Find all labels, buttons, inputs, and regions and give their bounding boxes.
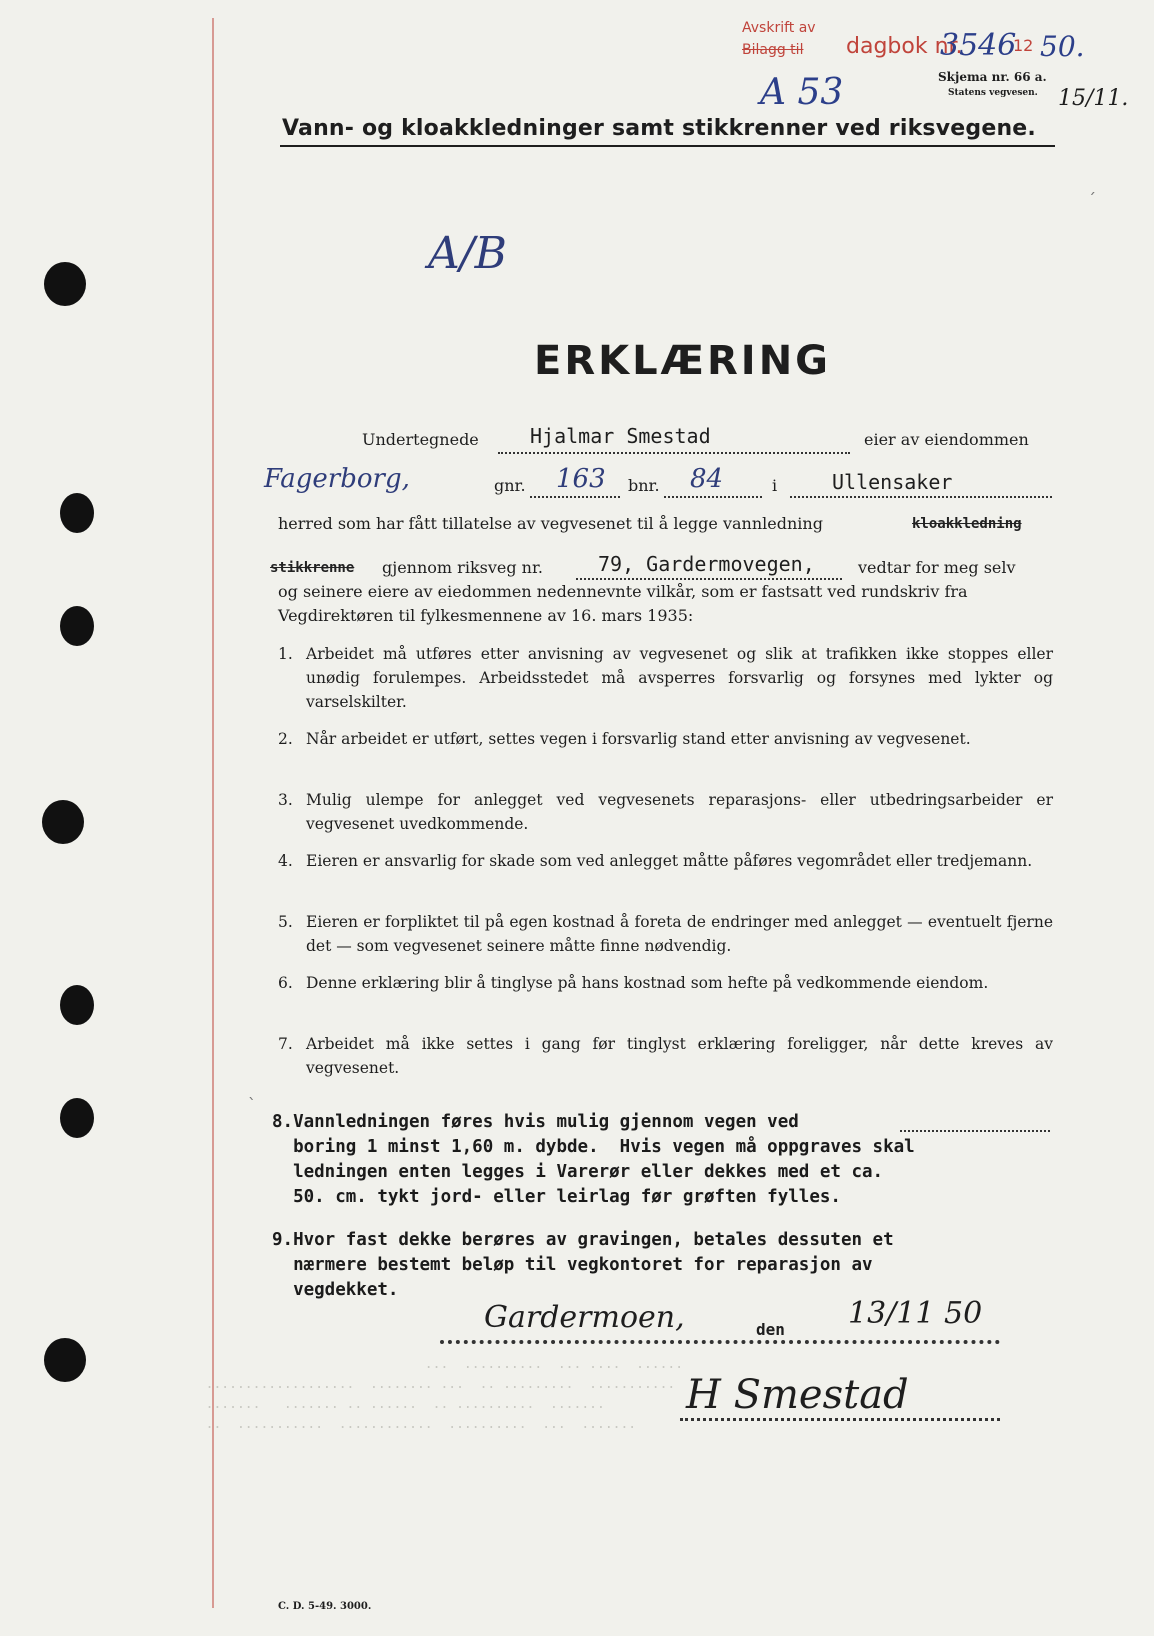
punch-hole xyxy=(60,493,94,533)
municipality-value: Ullensaker xyxy=(832,470,953,494)
typed-condition-line: vegdekket. xyxy=(272,1280,399,1300)
agree-text: vedtar for meg selv xyxy=(858,558,1016,577)
typed-condition-line: 50. cm. tykt jord- eller leirlag før grøften fylles. xyxy=(272,1187,841,1207)
typed-condition-line: 8.Vannledningen føres hvis mulig gjennom vegen ved xyxy=(272,1112,799,1132)
bnr-label: bnr. xyxy=(628,476,660,495)
place-handwritten: Gardermoen, xyxy=(484,1300,685,1335)
stamp-bilag: Bilagg til xyxy=(742,42,804,58)
pen-mark: ˊ xyxy=(1088,190,1096,209)
date-handwritten: 13/11 50 xyxy=(848,1296,983,1331)
condition-number: 1. xyxy=(278,645,293,663)
punch-hole xyxy=(60,985,94,1025)
condition-item xyxy=(278,910,1053,958)
dotted-line xyxy=(664,496,762,498)
gnr-label: gnr. xyxy=(494,476,526,495)
form-heading: Vann- og kloakkledninger samt stikkrenner ved riksvegene. xyxy=(282,116,1036,141)
dotted-line xyxy=(530,496,620,498)
punch-hole xyxy=(60,1098,94,1138)
den-label: den xyxy=(756,1320,785,1339)
bnr-value: 84 xyxy=(690,464,724,494)
schema-number: Skjema nr. 66 a. xyxy=(938,70,1047,84)
handwritten-mark: A/B xyxy=(428,228,507,279)
condition-item xyxy=(278,642,1053,714)
dotted-line xyxy=(440,1340,1000,1344)
i-label: i xyxy=(772,476,778,495)
condition-item xyxy=(278,1032,1053,1080)
struck-stikkrenne: stikkrenne xyxy=(270,560,355,576)
undersigned-value: Hjalmar Smestad xyxy=(530,424,711,448)
condition-item xyxy=(278,849,1053,873)
condition-number: 7. xyxy=(278,1035,293,1053)
dotted-line xyxy=(498,452,850,454)
condition-text: Eieren er forpliktet til på egen kostnad å foreta de endringer med anlegget — eventuelt fjerne det — som vegvesenet seinere måtte finne nødvendig. xyxy=(306,913,1053,955)
dotted-line xyxy=(576,578,842,580)
property-name: Fagerborg, xyxy=(264,464,410,494)
dagbok-number: 3546 xyxy=(940,28,1017,63)
condition-text: Eieren er ansvarlig for skade som ved anlegget måtte påføres vegområdet eller tredjemann. xyxy=(306,852,1033,870)
intro-line-3: Vegdirektøren til fylkesmennene av 16. mars 1935: xyxy=(278,606,694,625)
through-text: gjennom riksveg nr. xyxy=(382,558,543,577)
print-code: C. D. 5-49. 3000. xyxy=(278,1601,372,1612)
dagbok-year-small: 12 xyxy=(1013,36,1034,55)
typed-condition-line: boring 1 minst 1,60 m. dybde. Hvis vegen må oppgraves skal xyxy=(272,1137,915,1157)
undersigned-label: Undertegnede xyxy=(362,430,479,449)
owner-label: eier av eiendommen xyxy=(864,430,1029,449)
condition-item xyxy=(278,971,1053,995)
schema-sub: Statens vegvesen. xyxy=(948,88,1038,98)
punch-hole xyxy=(42,800,84,844)
condition-text: Arbeidet må ikke settes i gang før tinglyst erklæring foreligger, når dette kreves av vegvesenet. xyxy=(306,1035,1053,1077)
permission-text: herred som har fått tillatelse av vegvesenet til å legge vannledning xyxy=(278,514,823,533)
signature-handwritten: H Smestad xyxy=(686,1372,909,1418)
condition-item xyxy=(278,727,1053,751)
punch-hole xyxy=(44,262,86,306)
stamp-avskrift: Avskrift av xyxy=(742,20,816,36)
struck-kloakkledning: kloakkledning xyxy=(912,516,1022,532)
condition-text: Når arbeidet er utført, settes vegen i forsvarlig stand etter anvisning av vegvesenet. xyxy=(306,730,971,748)
road-value: 79, Gardermovegen, xyxy=(598,552,815,576)
handwritten-ref: A 53 xyxy=(760,72,844,113)
condition-number: 4. xyxy=(278,852,293,870)
condition-number: 2. xyxy=(278,730,293,748)
document-title: ERKLÆRING xyxy=(534,338,831,384)
condition-number: 5. xyxy=(278,913,293,931)
condition-text: Denne erklæring blir å tinglyse på hans kostnad som hefte på vedkommende eiendom. xyxy=(306,974,989,992)
condition-number: 6. xyxy=(278,974,293,992)
dagbok-year: 50. xyxy=(1040,30,1085,63)
handwritten-date: 15/11. xyxy=(1058,86,1129,111)
dotted-line xyxy=(680,1418,1000,1421)
dotted-line xyxy=(900,1130,1050,1132)
dagbok-label: dagbok nr. xyxy=(846,34,963,59)
condition-item xyxy=(278,788,1053,836)
heading-rule xyxy=(280,145,1055,147)
punch-hole xyxy=(60,606,94,646)
typed-condition-line: ledningen enten legges i Varerør eller dekkes med et ca. xyxy=(272,1162,884,1182)
condition-number: 3. xyxy=(278,791,293,809)
bleed-through-text: ... .......... ... .... ...... ................... ........ ... .. ......... ........... ....... ....... .. ...... .. .......... ....... .. ........... ............ .......... ... ....... xyxy=(205,1357,684,1432)
intro-line-2: og seinere eiere av eiedommen nedennevnte vilkår, som er fastsatt ved rundskriv fra xyxy=(278,582,968,601)
dotted-line xyxy=(790,496,1052,498)
pen-mark: ˋ xyxy=(248,1095,256,1114)
punch-hole xyxy=(44,1338,86,1382)
typed-condition-line: 9.Hvor fast dekke berøres av gravingen, betales dessuten et xyxy=(272,1230,894,1250)
condition-text: Arbeidet må utføres etter anvisning av vegvesenet og slik at trafikken ikke stoppes eller unødig forulempes. Arbeidsstedet må avsperres forsvarlig og forsynes med lykter og varselskilter. xyxy=(306,645,1053,711)
typed-condition-line: nærmere bestemt beløp til vegkontoret for reparasjon av xyxy=(272,1255,873,1275)
gnr-value: 163 xyxy=(556,464,606,494)
condition-text: Mulig ulempe for anlegget ved vegvesenets reparasjons- eller utbedringsarbeider er vegvesenet uvedkommende. xyxy=(306,791,1053,833)
